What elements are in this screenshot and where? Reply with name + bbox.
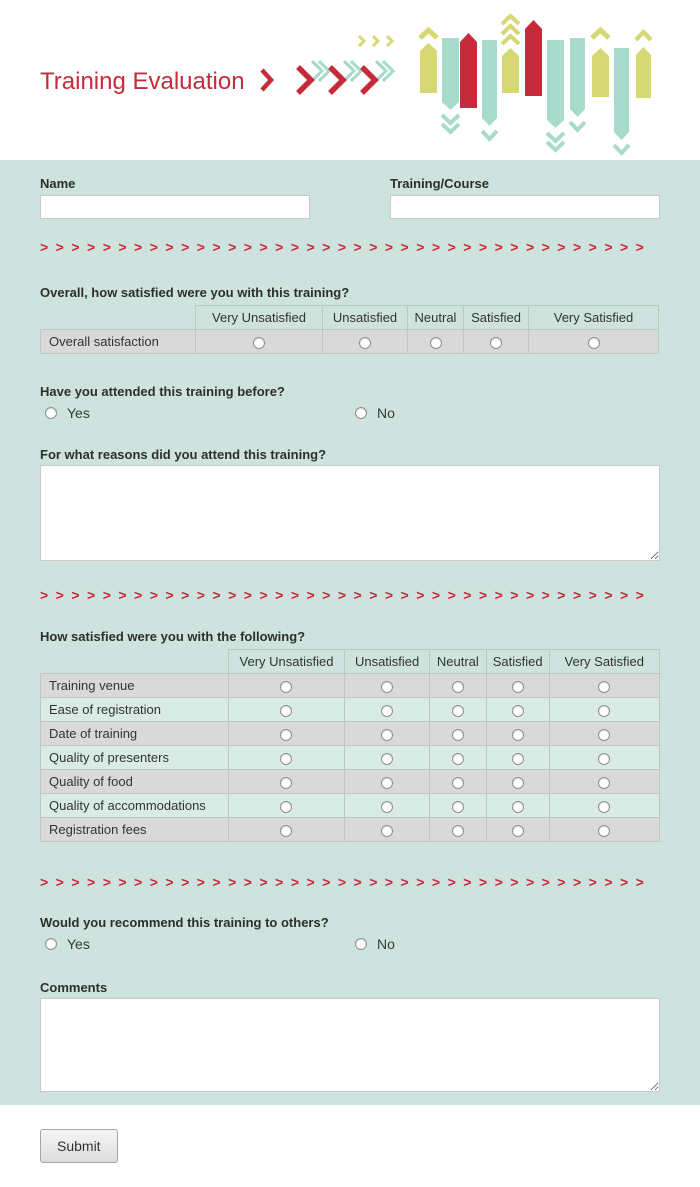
matrix-cell	[549, 794, 659, 818]
matrix-cell	[429, 818, 486, 842]
submit-button[interactable]: Submit	[40, 1129, 118, 1163]
overall-satisfaction-matrix	[40, 305, 659, 354]
matrix-column-header-satisfied: Satisfied	[486, 650, 549, 674]
radio-date-of-training-satisfied[interactable]	[512, 729, 524, 741]
title-chevrons-decoration	[256, 58, 396, 102]
radio-quality-of-presenters-neutral[interactable]	[452, 753, 464, 765]
name-field	[40, 176, 310, 219]
radio-label: Yes	[67, 936, 90, 952]
matrix-column-header-very-unsatisfied: Very Unsatisfied	[228, 650, 345, 674]
matrix-cell	[549, 746, 659, 770]
matrix-corner-cell	[41, 650, 229, 674]
matrix-row-quality-of-presenters	[41, 746, 660, 770]
course-field	[390, 176, 660, 219]
matrix-cell	[228, 794, 345, 818]
yellow-arrows-decoration	[355, 34, 399, 48]
radio-ease-of-registration-unsatisfied[interactable]	[381, 705, 393, 717]
matrix-cell	[345, 674, 430, 698]
radio-no[interactable]	[355, 938, 367, 950]
question-reasons-label: For what reasons did you attend this training?	[40, 447, 327, 462]
matrix-row-registration-fees	[41, 818, 660, 842]
radio-date-of-training-neutral[interactable]	[452, 729, 464, 741]
radio-training-venue-unsatisfied[interactable]	[381, 681, 393, 693]
radio-registration-fees-satisfied[interactable]	[512, 825, 524, 837]
radio-quality-of-food-satisfied[interactable]	[512, 777, 524, 789]
radio-label: No	[377, 405, 395, 421]
radio-option-yes	[40, 405, 350, 421]
reasons-textarea[interactable]	[40, 465, 660, 561]
radio-quality-of-accommodations-satisfied[interactable]	[512, 801, 524, 813]
radio-quality-of-accommodations-very-satisfied[interactable]	[598, 801, 610, 813]
matrix-cell	[228, 674, 345, 698]
matrix-cell	[549, 770, 659, 794]
matrix-cell	[429, 746, 486, 770]
form-body	[0, 160, 700, 1105]
radio-quality-of-presenters-satisfied[interactable]	[512, 753, 524, 765]
matrix-cell	[196, 330, 323, 354]
radio-quality-of-food-very-satisfied[interactable]	[598, 777, 610, 789]
matrix-cell	[486, 698, 549, 722]
radio-quality-of-presenters-very-satisfied[interactable]	[598, 753, 610, 765]
radio-date-of-training-very-unsatisfied[interactable]	[280, 729, 292, 741]
radio-yes[interactable]	[45, 938, 57, 950]
matrix-row-ease-of-registration	[41, 698, 660, 722]
matrix-cell	[486, 746, 549, 770]
matrix-column-header-neutral: Neutral	[408, 306, 464, 330]
form-header	[0, 0, 700, 160]
radio-label: Yes	[67, 405, 90, 421]
radio-quality-of-accommodations-unsatisfied[interactable]	[381, 801, 393, 813]
matrix-cell	[408, 330, 464, 354]
question-attended-label: Have you attended this training before?	[40, 384, 285, 399]
name-input[interactable]	[40, 195, 310, 219]
matrix-cell	[228, 770, 345, 794]
course-input[interactable]	[390, 195, 660, 219]
matrix-cell	[429, 794, 486, 818]
matrix-cell	[345, 746, 430, 770]
recommend-radio-group	[40, 936, 660, 952]
matrix-cell	[228, 698, 345, 722]
radio-overall-satisfaction-very-satisfied[interactable]	[588, 337, 600, 349]
matrix-cell	[345, 722, 430, 746]
matrix-cell	[486, 770, 549, 794]
radio-overall-satisfaction-unsatisfied[interactable]	[359, 337, 371, 349]
chevron-divider: >>>>>>>>>>>>>>>>>>>>>>>>>>>>>>>>>>>>>>>	[40, 876, 652, 889]
matrix-column-header-very-satisfied: Very Satisfied	[549, 650, 659, 674]
chevron-divider: >>>>>>>>>>>>>>>>>>>>>>>>>>>>>>>>>>>>>>>	[40, 589, 652, 602]
matrix-column-header-very-satisfied: Very Satisfied	[529, 306, 659, 330]
matrix-cell	[228, 722, 345, 746]
matrix-row-label: Date of training	[41, 722, 229, 746]
matrix-cell	[486, 818, 549, 842]
radio-registration-fees-very-unsatisfied[interactable]	[280, 825, 292, 837]
radio-overall-satisfaction-neutral[interactable]	[430, 337, 442, 349]
matrix-row-label: Registration fees	[41, 818, 229, 842]
form-footer	[0, 1105, 700, 1187]
matrix-cell	[345, 698, 430, 722]
matrix-cell	[228, 746, 345, 770]
matrix-cell	[429, 770, 486, 794]
radio-date-of-training-unsatisfied[interactable]	[381, 729, 393, 741]
matrix-cell	[549, 818, 659, 842]
matrix-cell	[486, 674, 549, 698]
matrix-cell	[549, 698, 659, 722]
matrix-column-header-unsatisfied: Unsatisfied	[323, 306, 408, 330]
name-label: Name	[40, 176, 76, 191]
radio-label: No	[377, 936, 395, 952]
satisfaction-matrix	[40, 649, 660, 842]
matrix-row-overall-satisfaction	[41, 330, 659, 354]
matrix-cell	[345, 770, 430, 794]
radio-training-venue-neutral[interactable]	[452, 681, 464, 693]
matrix-cell	[464, 330, 529, 354]
matrix-column-header-satisfied: Satisfied	[464, 306, 529, 330]
radio-quality-of-food-neutral[interactable]	[452, 777, 464, 789]
matrix-cell	[486, 722, 549, 746]
question-recommend-label: Would you recommend this training to others?	[40, 915, 329, 930]
matrix-row-quality-of-accommodations	[41, 794, 660, 818]
radio-ease-of-registration-very-unsatisfied[interactable]	[280, 705, 292, 717]
comments-textarea[interactable]	[40, 998, 660, 1092]
matrix-row-label: Overall satisfaction	[41, 330, 196, 354]
attended-radio-group	[40, 405, 660, 421]
matrix-row-label: Quality of accommodations	[41, 794, 229, 818]
matrix-row-training-venue	[41, 674, 660, 698]
radio-registration-fees-unsatisfied[interactable]	[381, 825, 393, 837]
radio-quality-of-presenters-very-unsatisfied[interactable]	[280, 753, 292, 765]
name-course-row	[40, 176, 660, 219]
matrix-column-header-unsatisfied: Unsatisfied	[345, 650, 430, 674]
matrix-cell	[429, 698, 486, 722]
radio-quality-of-food-unsatisfied[interactable]	[381, 777, 393, 789]
radio-ease-of-registration-very-satisfied[interactable]	[598, 705, 610, 717]
radio-overall-satisfaction-satisfied[interactable]	[490, 337, 502, 349]
radio-overall-satisfaction-very-unsatisfied[interactable]	[253, 337, 265, 349]
comments-label: Comments	[40, 980, 108, 995]
radio-no[interactable]	[355, 407, 367, 419]
matrix-row-label: Ease of registration	[41, 698, 229, 722]
radio-training-venue-very-unsatisfied[interactable]	[280, 681, 292, 693]
radio-option-no	[350, 405, 660, 421]
question-overall-label: Overall, how satisfied were you with this training?	[40, 285, 350, 300]
radio-ease-of-registration-satisfied[interactable]	[512, 705, 524, 717]
matrix-cell	[323, 330, 408, 354]
matrix-column-header-neutral: Neutral	[429, 650, 486, 674]
matrix-row-date-of-training	[41, 722, 660, 746]
radio-training-venue-satisfied[interactable]	[512, 681, 524, 693]
matrix-cell	[228, 818, 345, 842]
radio-quality-of-accommodations-very-unsatisfied[interactable]	[280, 801, 292, 813]
radio-registration-fees-very-satisfied[interactable]	[598, 825, 610, 837]
matrix-row-label: Quality of presenters	[41, 746, 229, 770]
matrix-cell	[486, 794, 549, 818]
matrix-cell	[549, 722, 659, 746]
question-satisfaction-label: How satisfied were you with the following?	[40, 629, 306, 644]
radio-option-no	[350, 936, 660, 952]
matrix-cell	[345, 818, 430, 842]
matrix-row-quality-of-food	[41, 770, 660, 794]
radio-yes[interactable]	[45, 407, 57, 419]
matrix-cell	[549, 674, 659, 698]
matrix-cell	[429, 722, 486, 746]
course-label: Training/Course	[390, 176, 489, 191]
radio-training-venue-very-satisfied[interactable]	[598, 681, 610, 693]
radio-ease-of-registration-neutral[interactable]	[452, 705, 464, 717]
matrix-cell	[429, 674, 486, 698]
matrix-column-header-very-unsatisfied: Very Unsatisfied	[196, 306, 323, 330]
chevron-divider: >>>>>>>>>>>>>>>>>>>>>>>>>>>>>>>>>>>>>>>	[40, 241, 652, 254]
radio-option-yes	[40, 936, 350, 952]
radio-registration-fees-neutral[interactable]	[452, 825, 464, 837]
radio-quality-of-accommodations-neutral[interactable]	[452, 801, 464, 813]
matrix-cell	[529, 330, 659, 354]
matrix-row-label: Quality of food	[41, 770, 229, 794]
radio-quality-of-food-very-unsatisfied[interactable]	[280, 777, 292, 789]
radio-date-of-training-very-satisfied[interactable]	[598, 729, 610, 741]
page-title: Training Evaluation	[40, 68, 245, 95]
matrix-cell	[345, 794, 430, 818]
matrix-row-label: Training venue	[41, 674, 229, 698]
radio-quality-of-presenters-unsatisfied[interactable]	[381, 753, 393, 765]
arrow-banner-graphic	[408, 8, 660, 160]
matrix-corner-cell	[41, 306, 196, 330]
